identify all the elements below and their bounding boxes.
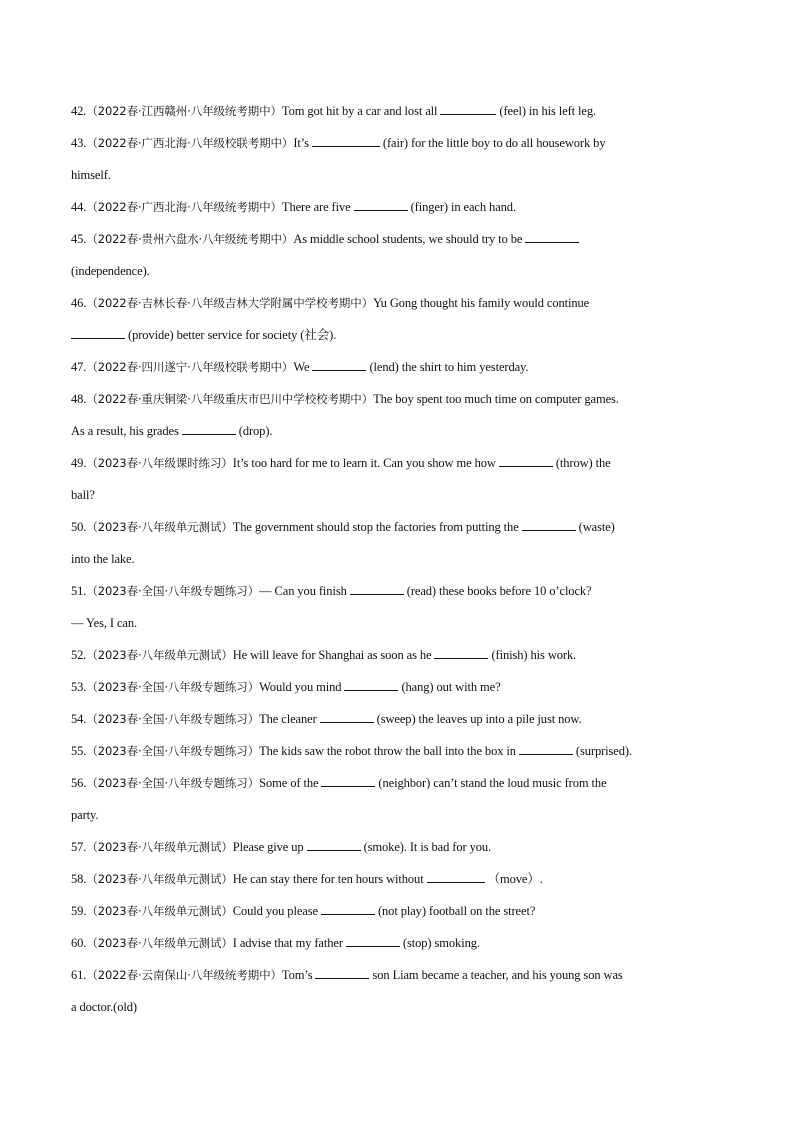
question-45 [71, 226, 727, 258]
question-number: 58. [71, 872, 87, 886]
question-text: It’s too hard for me to learn it. Can you show me how [232, 456, 496, 470]
worksheet [71, 98, 727, 1026]
question-number: 52. [71, 648, 87, 662]
question-hint: (finish) his work. [491, 648, 577, 662]
question-source: （2022春·四川遂宁·八年级校联考期中） [86, 360, 294, 374]
question-60 [71, 930, 727, 962]
question-number: 53. [71, 680, 87, 694]
question-number: 44. [71, 200, 87, 214]
question-56 [71, 770, 727, 802]
answer-blank[interactable] [499, 453, 553, 467]
question-hint: (provide) better service for society (社会). [128, 328, 337, 342]
question-text: He will leave for Shanghai as soon as he [232, 648, 432, 662]
question-text: The cleaner [259, 712, 317, 726]
question-number: 47. [71, 360, 87, 374]
question-43-continuation [71, 162, 727, 194]
question-source: （2023春·八年级单元测试） [86, 520, 233, 534]
question-source: （2023春·八年级单元测试） [86, 904, 233, 918]
answer-blank[interactable] [346, 933, 400, 947]
question-53 [71, 674, 727, 706]
question-source: （2023春·全国·八年级专题练习） [86, 680, 260, 694]
question-hint: (stop) smoking. [402, 936, 480, 950]
question-source: （2023春·全国·八年级专题练习） [86, 744, 260, 758]
question-hint: (neighbor) can’t stand the loud music from the [378, 776, 607, 790]
question-42 [71, 98, 727, 130]
question-hint: （move）. [487, 872, 543, 886]
answer-blank[interactable] [315, 965, 369, 979]
question-hint: (hang) out with me? [401, 680, 501, 694]
question-number: 43. [71, 136, 87, 150]
question-58 [71, 866, 727, 898]
question-text: As middle school students, we should try to be [293, 232, 523, 246]
question-text: I advise that my father [232, 936, 343, 950]
question-text: We [293, 360, 310, 374]
answer-blank[interactable] [525, 229, 579, 243]
question-59 [71, 898, 727, 930]
question-61 [71, 962, 727, 994]
question-number: 56. [71, 776, 87, 790]
question-number: 49. [71, 456, 87, 470]
question-hint: (read) these books before 10 o’clock? [406, 584, 592, 598]
question-51-continuation [71, 610, 727, 642]
question-47 [71, 354, 727, 386]
question-text: Would you mind [259, 680, 342, 694]
answer-blank[interactable] [312, 133, 380, 147]
question-source: （2023春·八年级单元测试） [86, 872, 233, 886]
question-hint: (waste) [578, 520, 615, 534]
question-number: 61. [71, 968, 87, 982]
question-text: Tom got hit by a car and lost all [281, 104, 438, 118]
question-hint: (feel) in his left leg. [499, 104, 597, 118]
question-55 [71, 738, 727, 770]
question-text: The kids saw the robot throw the ball into the box in [259, 744, 516, 758]
question-49-continuation [71, 482, 727, 514]
question-hint: (throw) the [555, 456, 611, 470]
question-49 [71, 450, 727, 482]
question-source: （2022春·贵州六盘水·八年级统考期中） [86, 232, 294, 246]
question-hint: (fair) for the little boy to do all housework by [382, 136, 606, 150]
question-hint: (sweep) the leaves up into a pile just now. [376, 712, 582, 726]
answer-blank[interactable] [320, 709, 374, 723]
question-hint: (smoke). It is bad for you. [363, 840, 492, 854]
question-text: — Can you finish [259, 584, 347, 598]
answer-blank[interactable] [350, 581, 404, 595]
question-source: （2022春·广西北海·八年级统考期中） [86, 200, 282, 214]
question-hint: a doctor.(old) [71, 1000, 137, 1014]
question-text: into the lake. [71, 552, 135, 566]
question-number: 48. [71, 392, 87, 406]
question-number: 50. [71, 520, 87, 534]
question-hint: (independence). [71, 264, 150, 278]
question-source: （2023春·全国·八年级专题练习） [86, 584, 260, 598]
question-text: As a result, his grades [71, 424, 179, 438]
answer-blank[interactable] [182, 421, 236, 435]
question-text: Could you please [232, 904, 318, 918]
question-source: （2022春·吉林长春·八年级吉林大学附属中学校考期中） [86, 296, 374, 310]
question-50-continuation [71, 546, 727, 578]
question-48 [71, 386, 727, 418]
question-44 [71, 194, 727, 226]
question-number: 46. [71, 296, 87, 310]
question-number: 42. [71, 104, 87, 118]
question-source: （2023春·八年级单元测试） [86, 840, 233, 854]
question-text: himself. [71, 168, 111, 182]
question-56-continuation [71, 802, 727, 834]
question-source: （2023春·八年级单元测试） [86, 936, 233, 950]
question-61-continuation [71, 994, 727, 1026]
question-text: He can stay there for ten hours without [232, 872, 424, 886]
question-43 [71, 130, 727, 162]
question-45-continuation [71, 258, 727, 290]
question-57 [71, 834, 727, 866]
question-number: 51. [71, 584, 87, 598]
question-text: ball? [71, 488, 95, 502]
question-hint: (finger) in each hand. [410, 200, 516, 214]
question-text: Please give up [232, 840, 304, 854]
question-hint: (drop). [238, 424, 273, 438]
question-source: （2022春·重庆铜梁·八年级重庆市巴川中学校校考期中） [86, 392, 374, 406]
question-source: （2022春·云南保山·八年级统考期中） [86, 968, 282, 982]
answer-blank[interactable] [312, 357, 366, 371]
question-number: 60. [71, 936, 87, 950]
question-text: Tom’s [281, 968, 313, 982]
question-number: 54. [71, 712, 87, 726]
question-48-continuation [71, 418, 727, 450]
question-source: （2023春·全国·八年级专题练习） [86, 712, 260, 726]
question-source: （2022春·广西北海·八年级校联考期中） [86, 136, 294, 150]
question-source: （2023春·全国·八年级专题练习） [86, 776, 260, 790]
answer-blank[interactable] [434, 645, 488, 659]
question-text: — Yes, I can. [71, 616, 138, 630]
question-hint: (surprised). [575, 744, 632, 758]
question-51 [71, 578, 727, 610]
question-text: The government should stop the factories from putting the [232, 520, 519, 534]
question-number: 55. [71, 744, 87, 758]
question-source: （2023春·八年级课时练习） [86, 456, 233, 470]
answer-blank[interactable] [522, 517, 576, 531]
question-hint: (not play) football on the street? [377, 904, 536, 918]
question-number: 45. [71, 232, 87, 246]
answer-blank[interactable] [321, 773, 375, 787]
question-number: 59. [71, 904, 87, 918]
question-source: （2022春·江西赣州·八年级统考期中） [86, 104, 282, 118]
answer-blank[interactable] [519, 741, 573, 755]
question-46-continuation [71, 322, 727, 354]
question-46 [71, 290, 727, 322]
answer-blank[interactable] [71, 325, 125, 339]
question-text: Some of the [259, 776, 319, 790]
answer-blank[interactable] [321, 901, 375, 915]
question-number: 57. [71, 840, 87, 854]
question-text: party. [71, 808, 99, 822]
question-text: The boy spent too much time on computer games. [373, 392, 619, 406]
answer-blank[interactable] [307, 837, 361, 851]
answer-blank[interactable] [440, 101, 496, 115]
question-54 [71, 706, 727, 738]
question-text: son Liam became a teacher, and his young son was [372, 968, 623, 982]
question-text: There are five [281, 200, 351, 214]
question-hint: (lend) the shirt to him yesterday. [369, 360, 529, 374]
answer-blank[interactable] [354, 197, 408, 211]
question-52 [71, 642, 727, 674]
question-50 [71, 514, 727, 546]
question-source: （2023春·八年级单元测试） [86, 648, 233, 662]
answer-blank[interactable] [427, 869, 485, 883]
question-text: It’s [293, 136, 309, 150]
question-text: Yu Gong thought his family would continue [373, 296, 590, 310]
answer-blank[interactable] [344, 677, 398, 691]
